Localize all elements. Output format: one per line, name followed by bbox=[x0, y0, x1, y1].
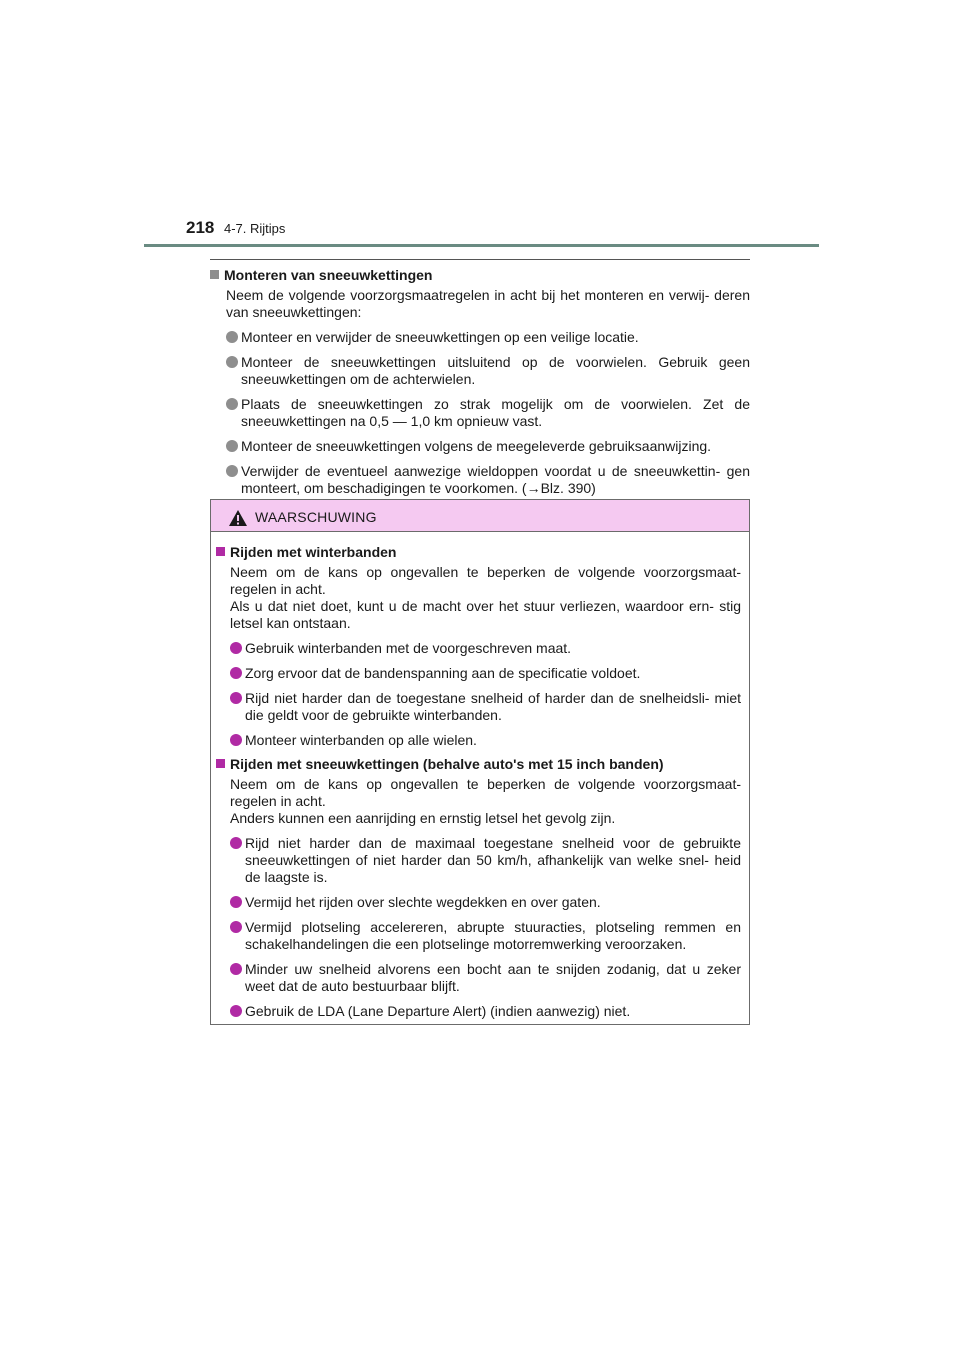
square-bullet-icon bbox=[216, 547, 225, 556]
warning-paragraph: Als u dat niet doet, kunt u de macht over het stuur verliezen, waardoor ern- stig letsel kan ontstaan. bbox=[230, 598, 741, 631]
list-item: Gebruik de LDA (Lane Departure Alert) (indien aanwezig) niet. bbox=[230, 1003, 741, 1020]
list-item: Monteer de sneeuwkettingen volgens de meegeleverde gebruiksaanwijzing. bbox=[226, 438, 750, 455]
bullet-dot-icon bbox=[230, 692, 242, 704]
bullet-dot-icon bbox=[230, 837, 242, 849]
bullet-dot-icon bbox=[230, 896, 242, 908]
bullet-dot-icon bbox=[230, 1005, 242, 1017]
warning-body bbox=[211, 532, 749, 1020]
list-item: Vermijd het rijden over slechte wegdekken en over gaten. bbox=[230, 894, 741, 911]
warning-paragraph: Neem om de kans op ongevallen te beperken de volgende voorzorgsmaat- regelen in acht. bbox=[230, 776, 741, 809]
warning-title: WAARSCHUWING bbox=[255, 509, 377, 525]
list-item: Minder uw snelheid alvorens een bocht aan te snijden zodanig, dat u zeker weet dat de auto bestuurbaar blijft. bbox=[230, 961, 741, 995]
warning-paragraph: Neem om de kans op ongevallen te beperken de volgende voorzorgsmaat- regelen in acht. bbox=[230, 564, 741, 597]
header-divider bbox=[144, 244, 819, 247]
bullet-dot-icon bbox=[226, 356, 238, 368]
bullet-dot-icon bbox=[230, 667, 242, 679]
list-item: Zorg ervoor dat de bandenspanning aan de specificatie voldoet. bbox=[230, 665, 741, 682]
list-item: Gebruik winterbanden met de voorgeschreven maat. bbox=[230, 640, 741, 657]
section-heading: Monteren van sneeuwkettingen bbox=[210, 267, 750, 284]
section-intro: Neem de volgende voorzorgsmaatregelen in acht bij het monteren en verwij- deren van sneeuwkettingen: bbox=[226, 287, 750, 320]
warning-header bbox=[211, 500, 749, 532]
list-item: Vermijd plotseling accelereren, abrupte stuuracties, plotseling remmen en schakelhandelingen die een plotselinge motorremwerking veroorzaken. bbox=[230, 919, 741, 953]
list-item: Plaats de sneeuwkettingen zo strak mogelijk om de voorwielen. Zet de sneeuwkettingen na 0,5 — 1,0 km opnieuw vast. bbox=[226, 396, 750, 430]
list-item: Rijd niet harder dan de maximaal toegestane snelheid voor de gebruikte sneeuwkettingen of niet harder dan 50 km/h, afhankelijk van welke snel- heid de laagste is. bbox=[230, 835, 741, 886]
bullet-dot-icon bbox=[226, 331, 238, 343]
list-item: Rijd niet harder dan de toegestane snelheid of harder dan de snelheidsli- miet die geldt voor de gebruikte winterbanden. bbox=[230, 690, 741, 724]
warning-heading-snow-chains: Rijden met sneeuwkettingen (behalve auto's met 15 inch banden) bbox=[216, 756, 741, 773]
warning-box bbox=[210, 499, 750, 1025]
bullet-dot-icon bbox=[230, 921, 242, 933]
bullet-dot-icon bbox=[226, 398, 238, 410]
bullet-dot-icon bbox=[230, 963, 242, 975]
bullet-dot-icon bbox=[226, 440, 238, 452]
section-divider bbox=[210, 259, 750, 260]
snow-chains-section bbox=[210, 267, 750, 497]
list-item: Verwijder de eventueel aanwezige wieldoppen voordat u de sneeuwkettin- gen monteert, om beschadigingen te voorkomen. (→Blz. 390) bbox=[226, 463, 750, 497]
warning-heading-winter-tires: Rijden met winterbanden bbox=[216, 544, 741, 561]
list-item: Monteer en verwijder de sneeuwkettingen op een veilige locatie. bbox=[226, 329, 750, 346]
bullet-dot-icon bbox=[230, 642, 242, 654]
square-bullet-icon bbox=[210, 270, 219, 279]
warning-triangle-icon bbox=[228, 509, 248, 527]
warning-paragraph: Anders kunnen een aanrijding en ernstig letsel het gevolg zijn. bbox=[230, 810, 616, 826]
page-number: 218 bbox=[186, 218, 215, 237]
bullet-dot-icon bbox=[230, 734, 242, 746]
list-item: Monteer winterbanden op alle wielen. bbox=[230, 732, 741, 749]
bullet-dot-icon bbox=[226, 465, 238, 477]
list-item: Monteer de sneeuwkettingen uitsluitend op de voorwielen. Gebruik geen sneeuwkettingen om de achterwielen. bbox=[226, 354, 750, 388]
chapter-title: 4-7. Rijtips bbox=[224, 221, 286, 236]
square-bullet-icon bbox=[216, 759, 225, 768]
